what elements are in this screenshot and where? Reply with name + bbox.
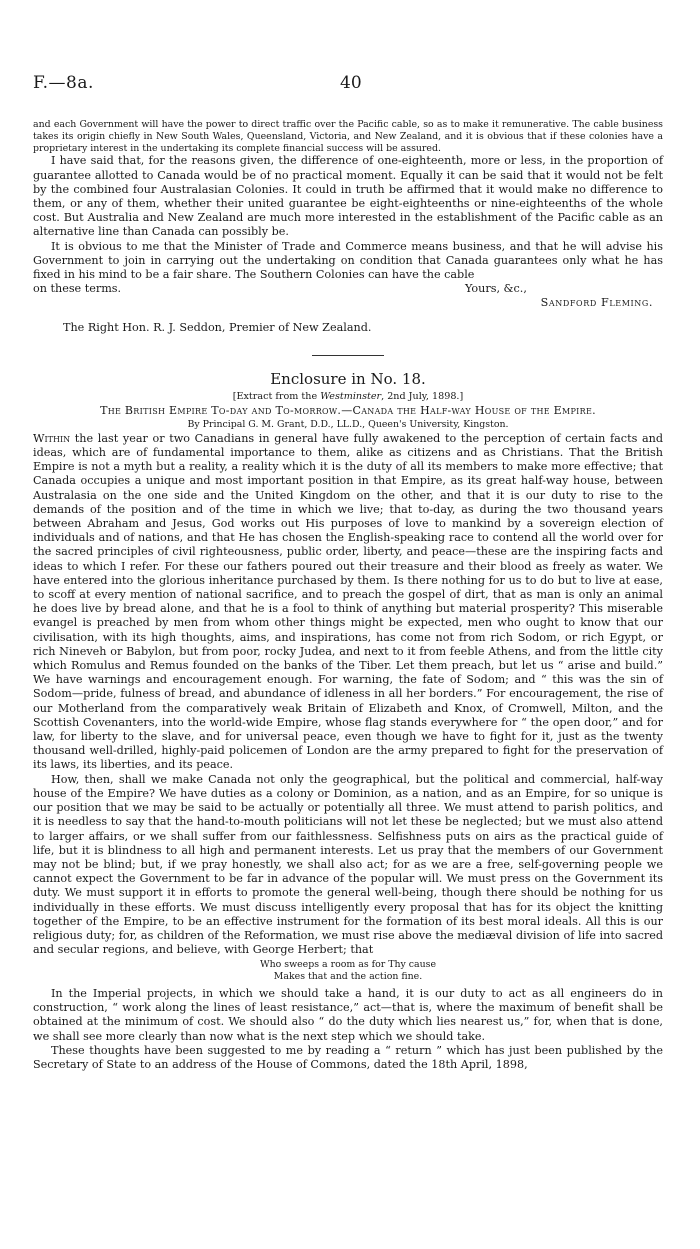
article-author: By Principal G. M. Grant, D.D., LL.D., Queen's University, Kingston. <box>187 418 509 430</box>
letter-paragraph: I have said that, for the reasons given, the difference of one-eighteenth, more or less, in the proportion of guarantee allotted to Canada would be of no practical moment. Equally it can be said that it would not be felt by the combined four Australasian Colonies. It could in truth be affirmed that it would make no difference to them, or any of them, whether their united guarantee be eight-eighteenths or nine-eighteenths of the whole cost. But Australia and New Zealand are much more interested in the establishment of the Pacific cable as an alternative line than Canada can possibly be. <box>33 154 663 239</box>
extract-prefix: [Extract from the <box>232 390 321 402</box>
letter-intro-paragraph: and each Government will have the power to direct traffic over the Pacific cable, so as to make it remunerative. The cable business takes its origin chiefly in New South Wales, Queensland, Victoria, and New Zealand, and it is obvious that if these colonies have a proprietary interest in the undertaking its complete financial success will be assured. <box>33 119 663 154</box>
document-reference: F.—8a. <box>33 73 94 93</box>
extract-source: Westminster <box>320 390 382 402</box>
article-paragraph: In the Imperial projects, in which we should take a hand, it is our duty to act as all engineers do in construction, “ work along the lines of least resistance,” act—that is, where the maximum of benefit shall be obtained at the minimum of cost. We should also “ do the duty which lies nearest us,” for, when that is done, we shall see more clearly than now what is the next step which we should take. <box>33 986 663 1043</box>
poem-line: Who sweeps a room as for Thy cause <box>260 959 436 971</box>
article-paragraph <box>33 432 663 773</box>
extract-note <box>33 390 663 403</box>
signature: Sandford Fleming. <box>540 296 653 310</box>
enclosure-title: Enclosure in No. 18. <box>270 369 426 388</box>
poem-line: Makes that and the action fine. <box>273 971 423 983</box>
article-paragraph: These thoughts have been suggested to me by reading a “ return ” which has just been published by the Secretary of State to an address of the House of Commons, dated the 18th April, 1898, <box>33 1043 663 1071</box>
article-paragraph-text: the last year or two Canadians in general have fully awakened to the perception of certain facts and ideas, which are of fundamental importance to them, alike as citizens and as Christians. That the British Empire is not a myth but a reality, a reality which it is the duty of all its members to make more effective; that Canada occupies a unique and most important position in that Empire, as its great half-way house, between Australasia on the one side and the United Kingdom on the other, and that it is our duty to rise to the demands of the position and of the time in which we live; that to-day, as during the two thousand years between Abraham and Jesus, God works out His purposes of love to mankind by a sovereign election of individuals and of nations, and that He has chosen the English-speaking race to contend all the world over for the sacred principles of civil righteousness, public order, liberty, and peace—these are the inspiring facts and ideas to which I refer. For these our fathers poured out their treasure and their blood as freely as water. We have entered into the glorious inheritance purchased by them. Is there nothing for us to do but to live at ease, to scoff at every mention of national sacrifice, and to preach the gospel of dirt, that as man is only an animal he does live by bread alone, and that he is a fool to think of anything but material prosperity? This miserable evangel is preached by men from whom other things might be expected, men who ought to know that our civilisation, with its high thoughts, aims, and inspirations, has come not from rich Sodom, or rich Egypt, or rich Nineveh or Babylon, but from poor, rocky Judea, and next to it from feeble Athens, and from the little city which Romulus and Remus founded on the banks of the Tiber. Let them preach, but let us “ arise and build.” We have warnings and encouragement enough. For warning, the fate of Sodom; and “ this was the sin of Sodom—pride, fulness of bread, and abundance of idleness in all her borders.” For encouragement, the rise of our Motherland from the comparatively weak Britain of Elizabeth and Knox, of Cromwell, Milton, and the Scottish Covenanters, into the world-wide Empire, whose flag stands everywhere for “ the open door,” and for law, for liberty to the slave, and for universal peace, even though we have to fight for it, just as the twenty thousand well-drilled, highly-paid policemen of London are the army prepared to fight for the preservation of its laws, its liberties, and its peace. <box>33 431 663 772</box>
page-body <box>33 119 663 1072</box>
page-number: 40 <box>340 73 362 93</box>
page-header <box>33 73 663 98</box>
article-subtitle: The British Empire To-day and To-morrow.—Canada the Half-way House of the Empire. <box>100 403 596 417</box>
closing-row <box>33 282 663 296</box>
drop-word: Within <box>33 431 71 445</box>
poem-quote <box>33 959 663 983</box>
addressee: The Right Hon. R. J. Seddon, Premier of New Zealand. <box>63 320 372 334</box>
extract-suffix: , 2nd July, 1898.] <box>381 390 464 402</box>
letter-paragraph: It is obvious to me that the Minister of Trade and Commerce means business, and that he will advise his Government to join in carrying out the undertaking on condition that Canada guarantees only what he has fixed in his mind to be a fair share. The Southern Colonies can have the cable <box>33 239 663 282</box>
article-paragraph: How, then, shall we make Canada not only the geographical, but the political and commercial, half-way house of the Empire? We have duties as a colony or Dominion, as a nation, and as an Empire, for so unique is our position that we may be said to be actually or potentially all three. We must attend to parish politics, and it is needless to say that the hand-to-mouth politicians will not let these be neglected; but we must also attend to larger affairs, or we shall suffer from our faithlessness. Selfishness puts on airs as the practical guide of life, but it is blindness to all high and permanent interests. Let us pray that the members of our Government may not be blind; but, if we pray honestly, we shall also act; for as we are a free, self-governing people we cannot expect the Government to be far in advance of the popular will. We must press on the Government its duty. We must support it in efforts to promote the general well-being, though there should be nothing for us individually in these efforts. We must discuss intelligently every proposal that has for its object the knitting together of the Empire, to be an effective instrument for the formation of its best moral ideals. All this is our religious duty; for, as children of the Reformation, we must rise above the mediæval division of life into sacred and secular regions, and believe, with George Herbert; that <box>33 772 663 957</box>
letter-paragraph-end: on these terms. <box>33 282 122 296</box>
section-divider <box>312 355 384 356</box>
letter-closing: Yours, &c., <box>465 282 527 296</box>
